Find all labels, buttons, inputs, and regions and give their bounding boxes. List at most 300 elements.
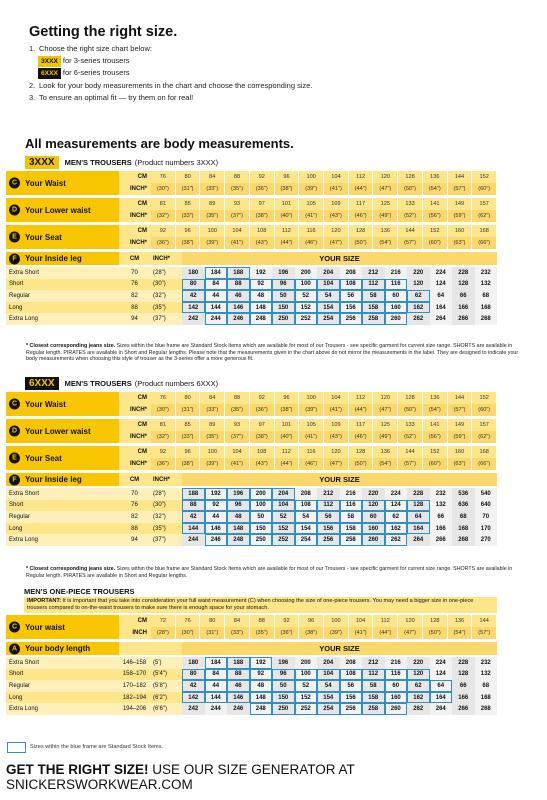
- table-6xxx-heading: 6XXX MEN'S TROUSERS (Product numbers 6XXX): [25, 377, 218, 390]
- size-cell: 54: [317, 290, 340, 302]
- cm-cell: 85: [176, 419, 201, 431]
- size-row-cells: [182, 534, 497, 546]
- cm-cell: 128: [349, 446, 374, 458]
- size-cell: 180: [182, 657, 205, 669]
- inside-leg-inch-header: INCH*: [150, 252, 182, 265]
- measurement-label: [6, 225, 119, 249]
- size-cell: 96: [272, 279, 295, 291]
- cm-cell: 128: [349, 225, 374, 237]
- size-cell: 270: [475, 534, 498, 546]
- size-cell: 266: [430, 534, 453, 546]
- cm-cell: 116: [299, 446, 324, 458]
- size-cell: 54: [317, 680, 340, 692]
- size-cell: 250: [272, 313, 295, 325]
- size-row-inch: (28"): [150, 488, 182, 500]
- size-cell: 268: [452, 534, 475, 546]
- cm-values-row: [119, 615, 497, 627]
- size-cell: 150: [272, 692, 295, 704]
- inch-cell: (43"): [324, 210, 349, 222]
- cm-cell: 105: [299, 419, 324, 431]
- size-cell: 52: [272, 511, 295, 523]
- size-cell: 112: [362, 669, 385, 681]
- size-cell: 220: [362, 488, 385, 500]
- tag-6xxx: 6XXX: [38, 68, 61, 79]
- size-cell: 146: [227, 302, 250, 314]
- badge-6xxx: 6XXX: [25, 377, 59, 390]
- size-row-name: Short: [6, 669, 119, 681]
- size-cell: 208: [340, 267, 363, 279]
- cm-cell: 168: [472, 446, 497, 458]
- inch-cell: (56"): [423, 210, 448, 222]
- inch-cell: (59"): [448, 431, 473, 443]
- measurement-label-text: Your Lower waist: [25, 426, 91, 436]
- size-cell: 132: [475, 669, 498, 681]
- cm-cells: [151, 171, 497, 183]
- cm-cell: 93: [225, 419, 250, 431]
- size-cell: 54: [295, 511, 318, 523]
- size-cell: 60: [385, 290, 408, 302]
- size-cell: 256: [340, 703, 363, 715]
- size-row-inch: (5'): [150, 657, 182, 669]
- cm-cell: 144: [398, 225, 423, 237]
- inch-cell: (46"): [299, 237, 324, 249]
- size-cell: 168: [475, 302, 498, 314]
- cm-cell: 92: [250, 171, 275, 183]
- size-cell: 250: [250, 534, 273, 546]
- size-row-inch: (6'6"): [150, 703, 182, 715]
- size-cell: 70: [475, 511, 498, 523]
- measurement-letter-badge: C: [9, 622, 20, 633]
- size-cell: 120: [362, 500, 385, 512]
- size-row-short: [6, 279, 497, 291]
- inch-cell: (50"): [398, 183, 423, 195]
- inch-cell: (30"): [151, 404, 176, 416]
- measurement-values: [119, 225, 497, 249]
- size-row-long: [6, 302, 497, 314]
- inch-cell: (35"): [225, 404, 250, 416]
- cm-cell: 104: [225, 446, 250, 458]
- size-cell: 128: [452, 669, 475, 681]
- size-cell: 264: [430, 703, 453, 715]
- inch-cell: (50"): [398, 404, 423, 416]
- unit-cm: CM: [119, 392, 151, 404]
- cm-cell: 128: [398, 171, 423, 183]
- size-cell: 258: [340, 534, 363, 546]
- unit-cm: CM: [119, 446, 151, 458]
- cm-cell: 108: [250, 225, 275, 237]
- inch-cell: (36"): [151, 237, 176, 249]
- cm-cell: 112: [349, 392, 374, 404]
- cm-cell: 128: [423, 615, 448, 627]
- size-cell: 200: [295, 267, 318, 279]
- size-cell: 228: [407, 488, 430, 500]
- size-cell: 64: [430, 290, 453, 302]
- size-cell: 62: [385, 511, 408, 523]
- cm-cell: 144: [398, 446, 423, 458]
- size-cell: 112: [362, 279, 385, 291]
- inch-cell: (50"): [349, 458, 374, 470]
- cm-values-row: [119, 446, 497, 458]
- inch-cells: [151, 237, 497, 249]
- size-cell: 66: [452, 680, 475, 692]
- cm-cell: 88: [225, 171, 250, 183]
- size-cell: 152: [295, 692, 318, 704]
- size-cell: 244: [205, 703, 228, 715]
- inch-cell: (54"): [423, 404, 448, 416]
- cm-cell: 76: [151, 392, 176, 404]
- size-row-cells: [182, 511, 497, 523]
- inch-cells: [151, 183, 497, 195]
- size-cell: 146: [227, 692, 250, 704]
- inch-cell: (57"): [398, 237, 423, 249]
- size-cell: 188: [227, 267, 250, 279]
- cm-cell: 136: [423, 392, 448, 404]
- size-cell: 124: [430, 669, 453, 681]
- footer-cta: GET THE RIGHT SIZE! USE OUR SIZE GENERATOR AT SNICKERSWORKWEAR.COM: [6, 762, 355, 792]
- measurement-cm-row: [6, 615, 497, 639]
- cm-cell: 149: [448, 198, 473, 210]
- onepiece-important: IMPORTANT: It is important that you take into consideration your full waist measurement (C) when choosing the size of one-piece trousers. You may need a bigger size in one-piece trousers compared to on-the-waist trousers to make sure there is enough space for your stomach.: [24, 597, 497, 613]
- cm-cell: 133: [398, 198, 423, 210]
- measurement-cm-row: [6, 392, 497, 416]
- size-cell: 260: [385, 313, 408, 325]
- size-cell: 108: [295, 500, 318, 512]
- cm-cell: 157: [472, 419, 497, 431]
- size-cell: 148: [250, 692, 273, 704]
- size-cell: 44: [205, 511, 228, 523]
- inch-cells: [151, 404, 497, 416]
- size-cell: 164: [407, 523, 430, 535]
- step-2: 2. Look for your body measurements in the chart and choose the corresponding size.: [29, 80, 313, 90]
- instruction-steps: [29, 43, 529, 104]
- measurement-values: [119, 171, 497, 195]
- cm-cell: 85: [176, 198, 201, 210]
- cm-cell: 96: [275, 171, 300, 183]
- size-cell: 100: [295, 279, 318, 291]
- size-cell: 162: [407, 692, 430, 704]
- size-cell: 262: [407, 703, 430, 715]
- cm-values-row: [119, 171, 497, 183]
- size-cell: 156: [340, 302, 363, 314]
- cm-cell: 125: [373, 198, 398, 210]
- inch-cell: (43"): [324, 431, 349, 443]
- size-cell: 244: [205, 313, 228, 325]
- cm-cell: 125: [373, 419, 398, 431]
- inch-cell: (35"): [250, 627, 275, 639]
- inch-cell: (54"): [423, 183, 448, 195]
- size-cell: 192: [250, 267, 273, 279]
- footer-url[interactable]: SNICKERSWORKWEAR.COM: [6, 777, 193, 792]
- size-cell: 68: [475, 680, 498, 692]
- size-cell: 266: [452, 313, 475, 325]
- size-cell: 196: [272, 267, 295, 279]
- size-cell: 124: [385, 500, 408, 512]
- size-cell: 128: [407, 500, 430, 512]
- size-row-inch: (35"): [150, 302, 182, 314]
- note-6xxx: * Closest corresponding jeans size. Sizes within the blue frame are Standard Stock Items which are available for most of our Trousers - see specific garment for current size range. SHORTS are available in Regular length. PIRATES are available in Short and Regular lengths.: [26, 566, 513, 579]
- inch-cell: (41"): [324, 183, 349, 195]
- inch-cells: [151, 458, 497, 470]
- cm-cells: [151, 392, 497, 404]
- size-cell: 116: [385, 279, 408, 291]
- inch-cell: (36"): [250, 183, 275, 195]
- size-cell: 200: [295, 657, 318, 669]
- size-row-regular: [6, 680, 497, 692]
- size-row-long: [6, 523, 497, 535]
- size-cell: 256: [317, 534, 340, 546]
- size-cell: 128: [452, 279, 475, 291]
- table-3xxx-heading: 3XXX MEN'S TROUSERS (Product numbers 3XXX): [25, 156, 218, 169]
- size-cell: 260: [362, 534, 385, 546]
- size-cell: 212: [317, 488, 340, 500]
- inside-leg-cm-header: CM: [119, 252, 150, 265]
- step-3: 3. To ensure an optimal fit — try them on for real!: [29, 92, 194, 102]
- cm-cell: 136: [423, 171, 448, 183]
- size-row-cm: 170–182: [119, 680, 150, 692]
- size-cell: 204: [317, 267, 340, 279]
- size-cell: 104: [317, 279, 340, 291]
- size-cell: 180: [182, 267, 205, 279]
- inch-cell: (59"): [448, 210, 473, 222]
- size-cell: 216: [385, 267, 408, 279]
- size-cell: 44: [205, 290, 228, 302]
- inside-leg-label: [6, 473, 119, 486]
- size-cell: 160: [385, 302, 408, 314]
- cm-cell: 88: [225, 392, 250, 404]
- inch-cell: (33"): [200, 404, 225, 416]
- size-cell: 256: [340, 313, 363, 325]
- inch-cell: (57"): [448, 183, 473, 195]
- size-cell: 112: [317, 500, 340, 512]
- measurement-letter-badge: C: [9, 399, 20, 410]
- size-cell: 264: [430, 313, 453, 325]
- size-cell: 232: [475, 657, 498, 669]
- cm-cell: 81: [151, 198, 176, 210]
- size-row-inch: (28"): [150, 267, 182, 279]
- measurement-label: [6, 392, 119, 416]
- cm-cell: 109: [324, 419, 349, 431]
- cm-cell: 112: [275, 446, 300, 458]
- inch-cell: (47"): [373, 404, 398, 416]
- size-row-cells: [182, 313, 497, 325]
- inside-leg-cm-header: CM: [119, 473, 150, 486]
- size-cell: 164: [430, 692, 453, 704]
- size-cell: 254: [317, 313, 340, 325]
- cm-cell: 84: [225, 615, 250, 627]
- cm-cell: 96: [176, 225, 201, 237]
- measurement-row-your-seat: [6, 225, 497, 249]
- size-cell: 208: [340, 657, 363, 669]
- inch-cell: (44"): [275, 458, 300, 470]
- inside-leg-label-text: Your Inside leg: [25, 475, 82, 484]
- size-cell: 162: [385, 523, 408, 535]
- size-cell: 252: [295, 703, 318, 715]
- cm-cell: 104: [324, 392, 349, 404]
- inside-leg-rows: [6, 657, 497, 715]
- measurement-letter-badge: E: [9, 232, 20, 243]
- size-cell: 64: [430, 680, 453, 692]
- size-cell: 88: [227, 669, 250, 681]
- tag-3xxx: 3XXX: [38, 56, 61, 67]
- size-cell: 262: [407, 313, 430, 325]
- measurement-cm-row: [6, 225, 497, 249]
- cm-cell: 136: [373, 446, 398, 458]
- cm-cell: 104: [349, 615, 374, 627]
- size-row-cm: 70: [119, 488, 150, 500]
- measurement-values: [119, 446, 497, 470]
- inch-cell: (39"): [299, 404, 324, 416]
- size-cell: 252: [272, 534, 295, 546]
- size-cell: 52: [295, 680, 318, 692]
- measurement-cm-row: [6, 198, 497, 222]
- inch-cell: (30"): [176, 627, 201, 639]
- size-row-name: Extra Short: [6, 657, 119, 669]
- inch-cell: (33"): [176, 431, 201, 443]
- inch-cell: (60"): [472, 404, 497, 416]
- size-cell: 162: [407, 302, 430, 314]
- size-row-cells: [182, 669, 497, 681]
- cm-cell: 96: [275, 392, 300, 404]
- size-cell: 50: [272, 290, 295, 302]
- cm-cell: 96: [176, 446, 201, 458]
- size-cell: 66: [430, 511, 453, 523]
- size-cell: 84: [205, 669, 228, 681]
- size-row-extra-long: [6, 534, 497, 546]
- size-cell: 204: [317, 657, 340, 669]
- inch-cell: (66"): [472, 237, 497, 249]
- size-cell: 142: [182, 302, 205, 314]
- size-row-extra-short: [6, 657, 497, 669]
- size-cell: 258: [362, 313, 385, 325]
- inch-cell: (44"): [373, 627, 398, 639]
- size-row-name: Short: [6, 279, 119, 291]
- inch-cell: (30"): [151, 183, 176, 195]
- size-cell: 144: [182, 523, 205, 535]
- inch-cell: (54"): [373, 237, 398, 249]
- cm-cell: 152: [472, 392, 497, 404]
- measurement-row-your-waist: [6, 615, 497, 639]
- size-cell: 224: [430, 657, 453, 669]
- size-cell: 62: [407, 680, 430, 692]
- cm-cell: 72: [151, 615, 176, 627]
- inch-cell: (41"): [225, 237, 250, 249]
- size-cell: 252: [295, 313, 318, 325]
- size-cell: 166: [452, 692, 475, 704]
- inch-cell: (39"): [299, 183, 324, 195]
- size-row-cells: [182, 680, 497, 692]
- inch-values-row: [119, 431, 497, 443]
- standard-stock-legend-text: Sizes within the blue frame are Standard Stock Items.: [30, 744, 164, 750]
- your-size-header: YOUR SIZE: [182, 252, 497, 265]
- size-cell: 80: [182, 279, 205, 291]
- cm-cell: 108: [250, 446, 275, 458]
- inch-cell: (38"): [275, 183, 300, 195]
- size-row-cells: [182, 488, 497, 500]
- size-cell: 48: [227, 511, 250, 523]
- size-cell: 100: [295, 669, 318, 681]
- size-cell: 264: [407, 534, 430, 546]
- size-row-name: Regular: [6, 680, 119, 692]
- size-cell: 88: [227, 279, 250, 291]
- step-1: 1. Choose the right size chart below: 3XXX for 3-series trousers 6XXX for 6-series trousers: [29, 44, 152, 78]
- size-cell: 640: [475, 500, 498, 512]
- inch-cell: (57"): [398, 458, 423, 470]
- cm-cell: 117: [349, 419, 374, 431]
- inch-cell: (60"): [423, 237, 448, 249]
- size-row-cm: 94: [119, 534, 150, 546]
- cm-cell: 112: [349, 171, 374, 183]
- size-cell: 246: [227, 703, 250, 715]
- size-row-cells: [182, 290, 497, 302]
- unit-cm: CM: [119, 615, 151, 627]
- size-cell: 42: [182, 290, 205, 302]
- size-cell: 246: [205, 534, 228, 546]
- size-row-cells: [182, 703, 497, 715]
- size-row-inch: (32"): [150, 511, 182, 523]
- size-row-name: Extra Short: [6, 488, 119, 500]
- size-cell: 116: [340, 500, 363, 512]
- inch-cell: (47"): [373, 183, 398, 195]
- unit-inch: INCH*: [119, 404, 151, 416]
- size-cell: 44: [205, 680, 228, 692]
- size-cell: 56: [340, 680, 363, 692]
- size-cell: 104: [272, 500, 295, 512]
- inside-leg-rows: [6, 267, 497, 325]
- size-row-inch: (5'4"): [150, 669, 182, 681]
- measurement-label-text: Your Lower waist: [25, 205, 91, 215]
- size-cell: 244: [182, 534, 205, 546]
- measurement-label-text: Your Waist: [25, 399, 66, 409]
- cm-cell: 92: [275, 615, 300, 627]
- cm-cell: 76: [151, 171, 176, 183]
- cm-cell: 97: [250, 198, 275, 210]
- inch-cell: (33"): [176, 210, 201, 222]
- inside-leg-header: [6, 642, 497, 655]
- inch-cell: (37"): [225, 431, 250, 443]
- inch-cell: (63"): [448, 458, 473, 470]
- size-cell: 152: [272, 523, 295, 535]
- size-cell: 60: [362, 511, 385, 523]
- unit-cm: CM: [119, 171, 151, 183]
- inside-leg-block: [6, 252, 497, 325]
- size-cell: 92: [205, 500, 228, 512]
- inch-values-row: [119, 183, 497, 195]
- inch-cell: (38"): [176, 237, 201, 249]
- cm-cells: [151, 446, 497, 458]
- measurement-row-your-waist: [6, 171, 497, 195]
- size-row-cm: 88: [119, 302, 150, 314]
- inch-cell: (63"): [448, 237, 473, 249]
- size-cell: 158: [362, 692, 385, 704]
- size-cell: 108: [340, 279, 363, 291]
- cm-cell: 96: [299, 615, 324, 627]
- inch-cell: (54"): [448, 627, 473, 639]
- size-row-cells: [182, 657, 497, 669]
- size-cell: 92: [250, 669, 273, 681]
- inch-cell: (31"): [176, 404, 201, 416]
- inch-cell: (52"): [398, 210, 423, 222]
- measurement-values: [119, 392, 497, 416]
- cm-cell: 101: [275, 198, 300, 210]
- cm-cell: 120: [373, 171, 398, 183]
- measurement-row-your-seat: [6, 446, 497, 470]
- inch-cell: (38"): [250, 431, 275, 443]
- inch-cells: [151, 627, 497, 639]
- inch-values-row: [119, 458, 497, 470]
- size-cell: 188: [182, 488, 205, 500]
- size-row-long: [6, 692, 497, 704]
- size-cell: 260: [385, 703, 408, 715]
